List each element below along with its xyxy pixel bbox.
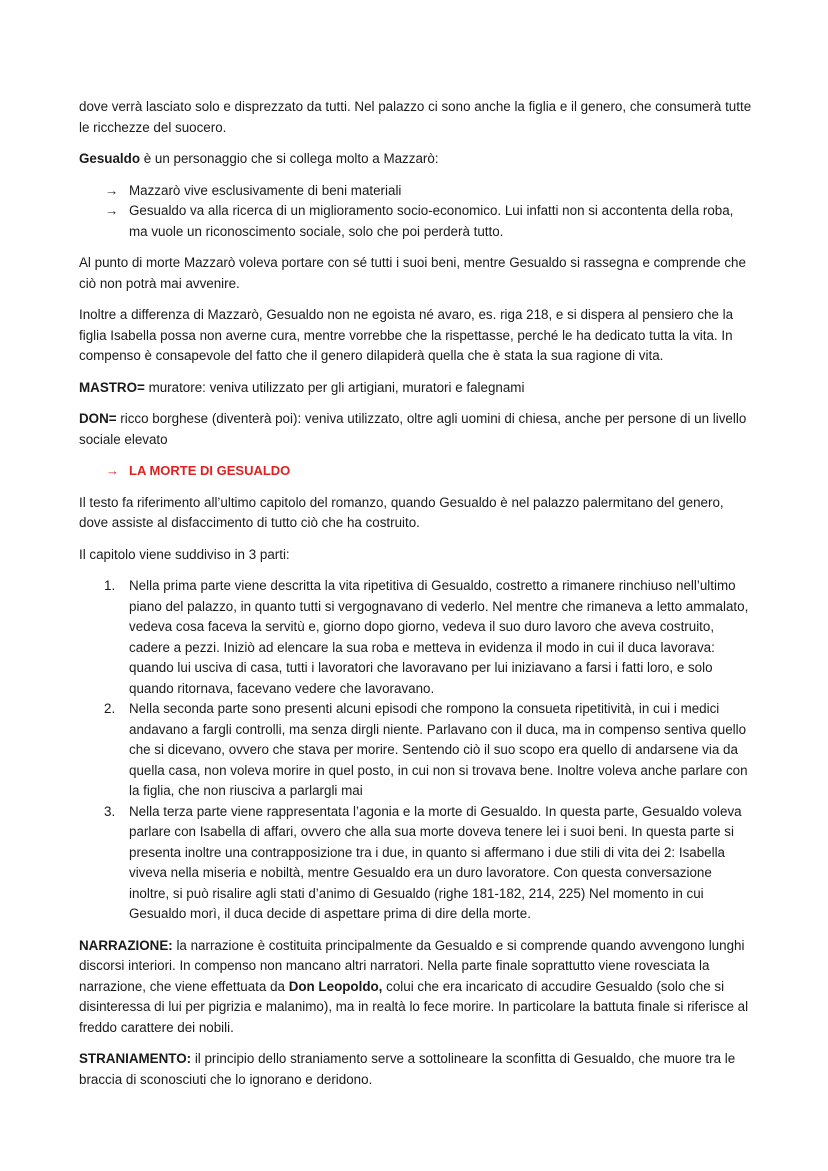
list-number: 1. — [104, 578, 116, 593]
term-straniamento: STRANIAMENTO: — [79, 1051, 192, 1066]
paragraph-gesualdo-text: è un personaggio che si collega molto a Mazzarò: — [140, 151, 439, 166]
straniamento-text: il principio dello straniamento serve a sottolineare la sconfitta di Gesualdo, che muore tra le braccia di sconosciuti che lo ignorano e deridono. — [79, 1051, 736, 1087]
list-item — [79, 181, 755, 202]
paragraph-difference: Inoltre a differenza di Mazzarò, Gesualdo non ne egoista né avaro, es. riga 218, e si dispera al pensiero che la figlia Isabella possa non averne cura, mentre vorrebbe che la rispettasse, perché le ha dedicato tutta la vita. In compenso è consapevole del fatto che il genero dilapiderà quella che è stata la sua ragione di vita. — [79, 307, 734, 363]
parts-list — [79, 576, 755, 925]
document-page — [79, 97, 755, 1101]
list-item-text: Nella prima parte viene descritta la vita ripetitiva di Gesualdo, costretto a rimanere rinchiuso nell’ultimo piano del palazzo, in quanto tutti si vergognavano di vederlo. Nel mentre che rimaneva a letto ammalato, vedeva cosa faceva la servitù e, giorno dopo giorno, vedeva il suo duro lavoro che aveva costruito, cadere a pezzi. Iniziò ad elencare la sua roba e metteva in evidenza il modo in cui il duca lavorava: quando lui usciva di casa, tutti i lavoratori che lavoravano per lui iniziavano a farsi i fatti loro, e solo quando ritornava, facevano vedere che lavoravano. — [129, 578, 749, 696]
list-item-text: Mazzarò vive esclusivamente di beni materiali — [129, 182, 402, 198]
term-don: DON= — [79, 411, 117, 426]
narrazione-text-1: la narrazione è costituita principalmente da Gesualdo e si comprende quando avvengono lunghi discorsi interiori. In compenso non mancano altri narratori. Nella parte finale soprattutto viene rovesciata la narrazione, che viene effettuata da — [79, 937, 745, 994]
paragraph-straniamento — [79, 1049, 755, 1090]
definition-mastro-text: muratore: veniva utilizzato per gli artigiani, muratori e falegnami — [144, 379, 525, 395]
definition-don-text: ricco borghese (diventerà poi): veniva utilizzato, oltre agli uomini di chiesa, anche per persone di un livello sociale elevato — [79, 411, 747, 447]
section-heading — [79, 461, 755, 482]
list-item — [79, 802, 755, 925]
term-don-leopoldo: Don Leopoldo, — [288, 978, 383, 994]
list-item-text: Gesualdo va alla ricerca di un miglioramento socio-economico. Lui infatti non si accontenta della roba, ma vuole un riconoscimento sociale, solo che poi perderà tutto. — [129, 203, 734, 239]
paragraph-narrazione — [79, 936, 755, 1039]
list-item-text: Nella terza parte viene rappresentata l’agonia e la morte di Gesualdo. In questa parte, Gesualdo voleva parlare con Isabella di affari, ovvero che alla sua morte doveva tenere lei i suoi beni. In questa parte si presenta inoltre una contrapposizione tra i due, in quanto si affermano i due stili di vita dei 2: Isabella viveva nella miseria e nobiltà, mentre Gesualdo era un duro lavoratore. Con questa conversazione inoltre, si può risalire agli stati d’animo di Gesualdo (righe 181-182, 214, 225) Nel momento in cui Gesualdo morì, il duca decide di aspettare prima di dire della morte. — [129, 803, 742, 921]
definition-mastro — [79, 378, 755, 399]
narrazione-text-2: colui che era incaricato di accudire Gesualdo (solo che si disinteressa di lui per pigrizia e malanimo), ma in realtà lo fece morire. In particolare la battuta finale si riferisce al freddo carattere dei nobili. — [79, 978, 749, 1035]
paragraph-parts-intro: Il capitolo viene suddiviso in 3 parti: — [79, 546, 290, 562]
list-number: 2. — [104, 701, 116, 716]
paragraph-gesualdo — [79, 149, 755, 170]
section-heading-text: LA MORTE DI GESUALDO — [129, 463, 291, 478]
comparison-list — [79, 181, 755, 243]
paragraph-context: Il testo fa riferimento all’ultimo capitolo del romanzo, quando Gesualdo è nel palazzo palermitano del genero, dove assiste al disfaccimento di tutto ciò che ha costruito. — [79, 494, 724, 530]
paragraph-death-point: Al punto di morte Mazzarò voleva portare con sé tutti i suoi beni, mentre Gesualdo si rassegna e comprende che ciò non potrà mai avvenire. — [79, 255, 746, 291]
list-item-text: Nella seconda parte sono presenti alcuni episodi che rompono la consueta ripetitività, in cui i medici andavano a fargli controlli, ma senza dirgli niente. Parlavano con il duca, ma in compenso sentiva quello che si dicevano, ovvero che stava per morire. Sentendo ciò il suo scopo era quello di andarsene via da quella casa, non voleva morire in quel posto, in cui non si trovava bene. Inoltre voleva anche parlare con la figlia, che non riusciva a parlargli mai — [129, 701, 748, 798]
paragraph-intro: dove verrà lasciato solo e disprezzato da tutti. Nel palazzo ci sono anche la figlia e il genero, che consumerà tutte le ricchezze del suocero. — [79, 99, 752, 135]
term-narrazione: NARRAZIONE: — [79, 937, 173, 953]
term-mastro: MASTRO= — [79, 379, 145, 395]
list-number: 3. — [104, 803, 116, 819]
arrow-icon: → — [105, 182, 119, 198]
list-item — [79, 699, 755, 802]
definition-don — [79, 409, 755, 450]
arrow-icon: → — [106, 463, 119, 478]
list-item — [79, 576, 755, 699]
arrow-icon: → — [105, 203, 119, 218]
term-gesualdo: Gesualdo — [79, 151, 141, 166]
list-item — [79, 201, 755, 242]
